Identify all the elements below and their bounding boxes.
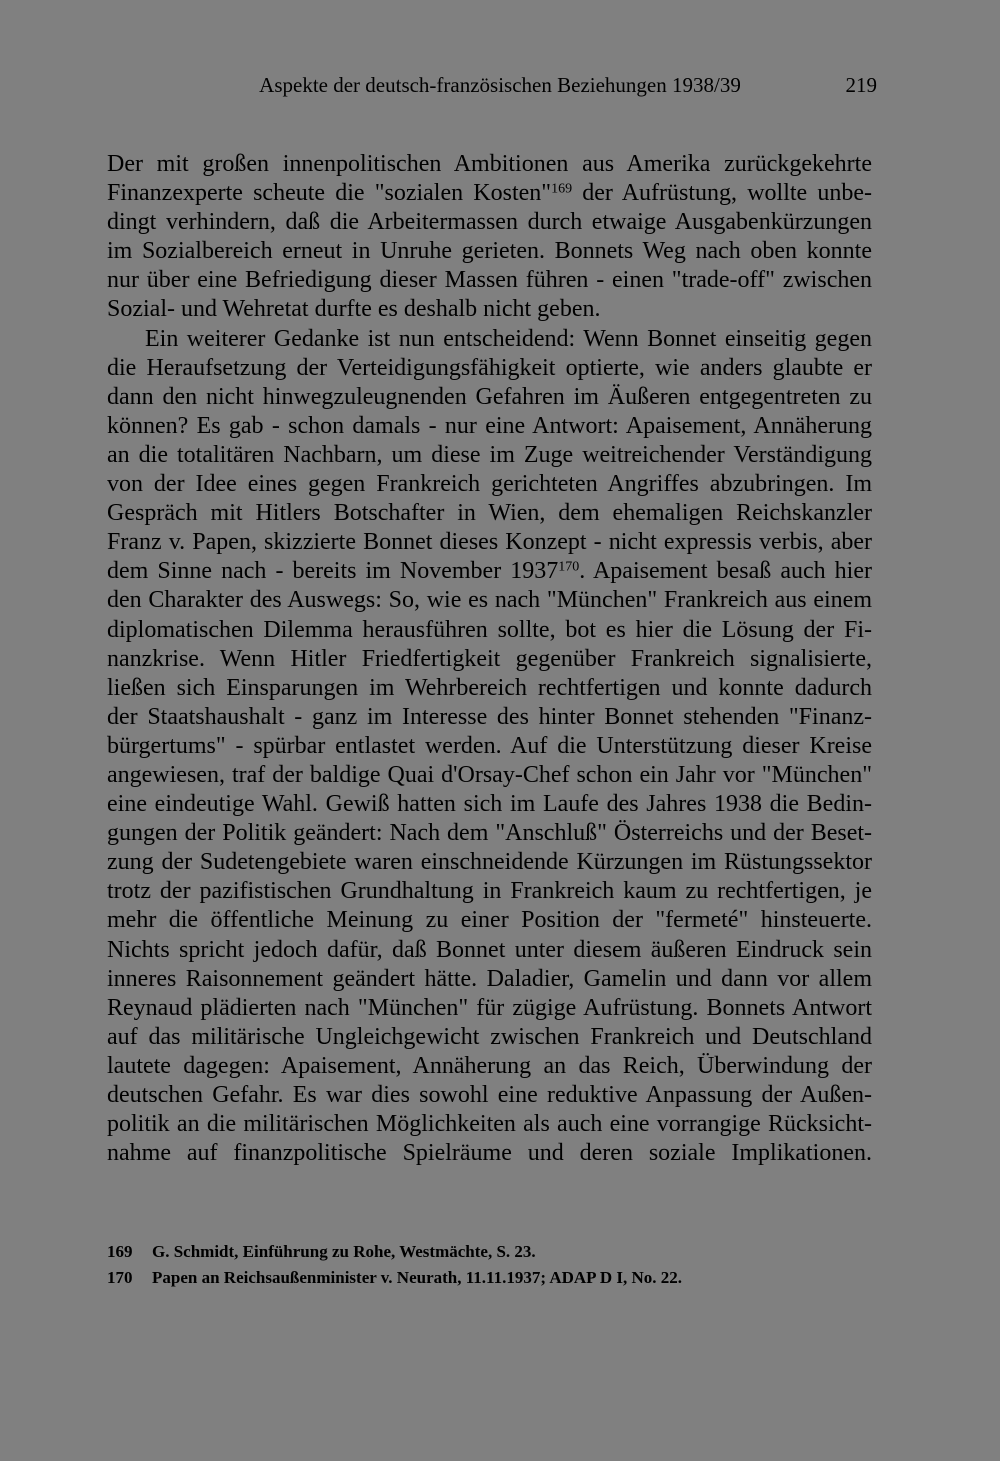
text-line-content: politik an die militärischen Möglichkeiten als auch eine vorrangige Rücksicht- (107, 1111, 872, 1138)
text-line-content: bürgertums" - spürbar entlastet werden. Auf die Unterstützung dieser Kreise (107, 732, 872, 759)
text-line (107, 994, 872, 1023)
text-line (107, 965, 872, 994)
text-line (107, 906, 872, 935)
text-line-content: dingt verhindern, daß die Arbeitermassen durch etwaige Ausgabenkürzungen (107, 209, 872, 236)
text-line (107, 732, 872, 761)
text-line (107, 470, 872, 499)
text-segment: . Apaisement besaß auch hier (579, 558, 872, 585)
footnote-number: 170 (107, 1268, 133, 1287)
text-line-content: von der Idee eines gegen Frankreich gerichteten Angriffes abzubringen. Im (107, 471, 872, 498)
text-line (107, 237, 872, 266)
text-line-content: können? Es gab - schon damals - nur eine Antwort: Apaisement, Annäherung (107, 412, 872, 439)
footnote-text: G. Schmidt, Einführung zu Rohe, Westmächte, S. 23. (152, 1242, 536, 1261)
text-line (107, 848, 872, 877)
text-line-content: Ein weiterer Gedanke ist nun entscheidend: Wenn Bonnet einseitig gegen (145, 325, 872, 352)
footnote (107, 1265, 872, 1291)
text-line-content: den Charakter des Auswegs: So, wie es nach "München" Frankreich aus einem (107, 587, 872, 614)
footnote-reference: 169 (551, 181, 573, 197)
footnote-text: Papen an Reichsaußenminister v. Neurath, 11.11.1937; ADAP D I, No. 22. (152, 1268, 683, 1287)
text-line-content: gungen der Politik geändert: Nach dem "Anschluß" Österreichs und der Beset- (107, 820, 872, 847)
text-segment: Finanzexperte scheute die "sozialen Kosten" (107, 180, 552, 207)
body-paragraph (107, 325, 872, 1169)
text-line (107, 1023, 872, 1052)
text-line-content: Gespräch mit Hitlers Botschafter in Wien, dem ehemaligen Reichskanzler (107, 500, 872, 527)
text-line (107, 1081, 872, 1110)
text-line-content: eine eindeutige Wahl. Gewiß hatten sich im Laufe des Jahres 1938 die Bedin- (107, 791, 872, 818)
text-line (107, 441, 872, 470)
text-line-content: mehr die öffentliche Meinung zu einer Position der "fermeté" hinsteuerte. (107, 907, 872, 934)
text-line (107, 674, 872, 703)
text-line-content: deutschen Gefahr. Es war dies sowohl eine reduktive Anpassung der Außen- (107, 1082, 872, 1108)
text-line-content (107, 558, 872, 584)
text-line-content: der Staatshaushalt - ganz im Interesse des hinter Bonnet stehenden "Finanz- (107, 703, 872, 730)
text-line (107, 557, 872, 586)
text-line-content: diplomatischen Dilemma herausführen sollte, bot es hier die Lösung der Fi- (107, 616, 872, 643)
text-line-content: auf das militärische Ungleichgewicht zwischen Frankreich und Deutschland (107, 1023, 872, 1050)
text-line-content: nur über eine Befriedigung dieser Massen führen - einen "trade-off" zwischen (107, 267, 872, 294)
text-line (107, 1110, 872, 1139)
text-line-content: im Sozialbereich erneut in Unruhe gerieten. Bonnets Weg nach oben konnte (107, 238, 872, 265)
text-line-content: dann den nicht hinwegzuleugnenden Gefahren im Äußeren entgegentreten zu (107, 383, 872, 410)
text-line (107, 179, 872, 208)
text-line (107, 1139, 872, 1168)
text-line (107, 208, 872, 237)
text-line (107, 499, 872, 528)
text-segment: der Aufrüstung, wollte unbe- (572, 180, 872, 207)
text-line-content: trotz der pazifistischen Grundhaltung in Frankreich kaum zu rechtfertigen, je (107, 878, 872, 905)
text-line-content: nahme auf finanzpolitische Spielräume und deren soziale Implikationen. (107, 1140, 872, 1167)
text-line (107, 819, 872, 848)
text-line (107, 150, 872, 179)
footnote-number: 169 (107, 1242, 133, 1261)
text-line (107, 325, 872, 354)
text-line-content (107, 180, 872, 206)
text-line-content: Nichts spricht jedoch dafür, daß Bonnet unter diesem äußeren Eindruck sein (107, 936, 872, 963)
text-line (107, 354, 872, 383)
text-segment: dem Sinne nach - bereits im November 1937 (107, 558, 559, 585)
text-line (107, 412, 872, 441)
text-line (107, 877, 872, 906)
text-line-content: Franz v. Papen, skizzierte Bonnet dieses Konzept - nicht expressis verbis, aber (107, 529, 872, 556)
text-line (107, 1052, 872, 1081)
text-line (107, 936, 872, 965)
text-line-content: Reynaud plädierten nach "München" für zügige Aufrüstung. Bonnets Antwort (107, 994, 872, 1021)
text-line (107, 528, 872, 557)
text-line (107, 761, 872, 790)
text-line (107, 645, 872, 674)
footnotes (107, 1239, 872, 1291)
text-line-content: angewiesen, traf der baldige Quai d'Orsay-Chef schon ein Jahr vor "München" (107, 761, 872, 788)
text-line-content: Der mit großen innenpolitischen Ambitionen aus Amerika zurückgekehrte (107, 151, 872, 177)
text-line (107, 266, 872, 295)
text-line-content: ließen sich Einsparungen im Wehrbereich rechtfertigen und konnte dadurch (107, 674, 872, 701)
text-line-content: inneres Raisonnement geändert hätte. Daladier, Gamelin und dann vor allem (107, 965, 872, 992)
running-head (0, 73, 1000, 97)
body-text (107, 150, 872, 1168)
text-line-content: die Heraufsetzung der Verteidigungsfähigkeit optierte, wie anders glaubte er (107, 354, 872, 381)
text-line (107, 790, 872, 819)
page-number: 219 (845, 73, 877, 97)
footnote (107, 1239, 872, 1265)
running-title: Aspekte der deutsch-französischen Beziehungen 1938/39 (259, 73, 741, 97)
footnote-reference: 170 (558, 559, 580, 575)
text-line-content: nanzkrise. Wenn Hitler Friedfertigkeit gegenüber Frankreich signalisierte, (107, 645, 872, 672)
text-line (107, 383, 872, 412)
text-line (107, 703, 872, 732)
text-line-content: zung der Sudetengebiete waren einschneidende Kürzungen im Rüstungssektor (107, 849, 872, 876)
text-line-content: Sozial- und Wehretat durfte es deshalb nicht geben. (107, 296, 601, 323)
text-line (107, 295, 872, 324)
text-line-content: an die totalitären Nachbarn, um diese im Zuge weitreichender Verständigung (107, 441, 872, 468)
text-line (107, 616, 872, 645)
body-paragraph (107, 150, 872, 325)
text-line (107, 586, 872, 615)
text-line-content: lautete dagegen: Apaisement, Annäherung an das Reich, Überwindung der (107, 1052, 872, 1079)
